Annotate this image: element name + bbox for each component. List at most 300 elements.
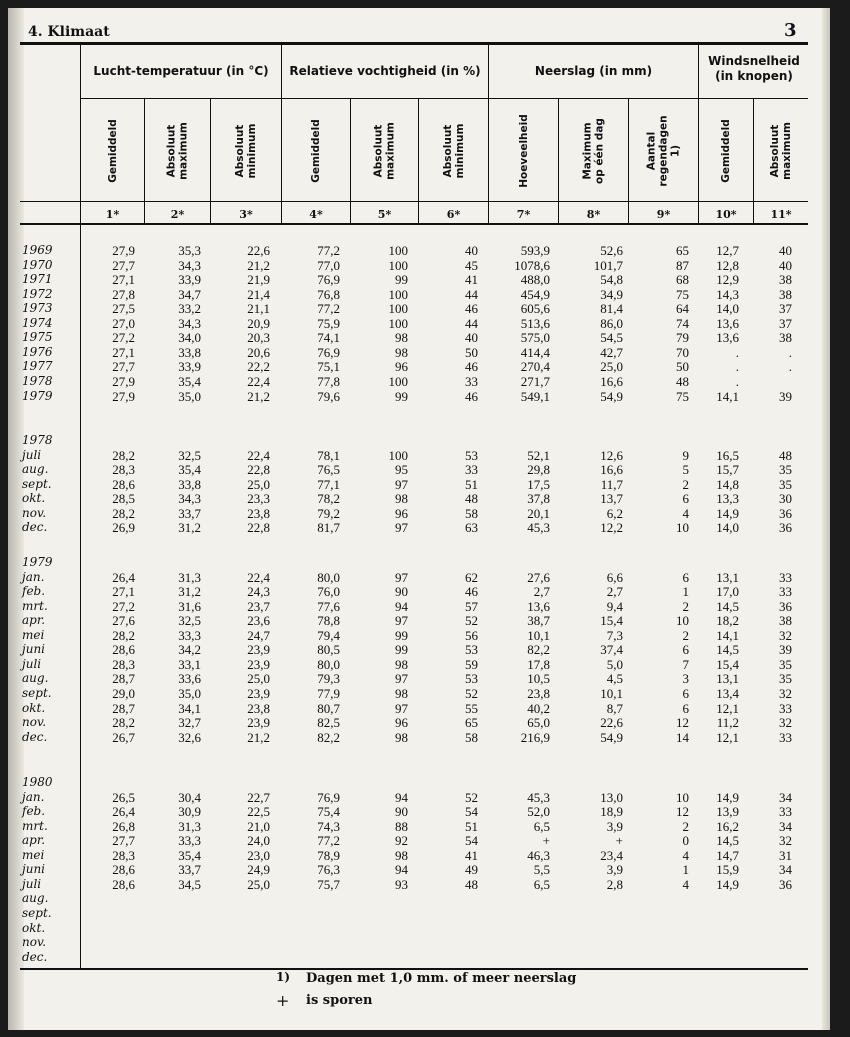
table-cell: 33,2 [178,301,201,316]
table-cell: 20,1 [527,506,550,521]
col-header-6: Absoluut minimum [441,123,466,179]
table-cell: 31 [779,848,792,863]
table-cell: 48 [465,491,478,506]
table-cell: 45,3 [527,520,550,535]
row-label: 1980 [22,775,53,789]
table-cell: 38 [779,287,792,302]
table-cell: 39 [779,389,792,404]
table-cell: 31,2 [178,584,201,599]
table-cell: 23,9 [247,642,270,657]
table-cell: 74,1 [317,330,340,345]
table-cell: 75,9 [317,316,340,331]
table-cell: 33,3 [178,833,201,848]
table-cell: 35,4 [178,462,201,477]
col-header-3: Absoluut minimum [234,123,258,179]
table-cell: 25,0 [247,671,270,686]
table-cell: 59 [465,657,478,672]
group-header-precipitation: Neerslag (in mm) [534,64,653,78]
table-cell: 96 [395,715,408,730]
table-cell: 74 [676,316,689,331]
row-label: 1975 [22,330,53,344]
row-label: 1971 [22,272,53,286]
table-cell: 76,3 [317,862,340,877]
row-label: feb. [22,584,46,598]
table-cell: 10 [676,520,689,535]
table-cell: 9,4 [606,599,623,614]
footnote-marker: 1) [276,970,291,984]
row-label: 1973 [22,301,53,315]
table-cell: 27,5 [112,301,135,316]
table-cell: 35 [779,657,792,672]
row-label: dec. [22,520,48,534]
row-label: okt. [22,701,46,715]
table-cell: 40 [779,243,792,258]
table-cell: 54,8 [600,272,623,287]
table-cell: 28,2 [112,506,135,521]
table-cell: 33 [779,730,792,745]
row-label: sept. [22,906,52,920]
table-cell: 3,9 [606,862,623,877]
table-cell: 34,2 [178,642,201,657]
table-cell: 45 [465,258,478,273]
table-cell: . [788,359,792,374]
table-cell: 52,1 [527,448,550,463]
table-cell: 12,1 [716,730,739,745]
table-cell: 96 [395,359,408,374]
table-cell: 24,7 [247,628,270,643]
table-cell: 6,6 [606,570,623,585]
table-cell: 6 [682,491,689,506]
col-number-7: 7* [516,208,531,221]
table-cell: 13,1 [716,671,739,686]
table-cell: 31,3 [178,819,201,834]
table-cell: 52 [465,613,478,628]
table-cell: 6,5 [533,819,550,834]
table-cell: 46 [465,301,478,316]
table-cell: 14,0 [716,301,739,316]
table-cell: 76,8 [317,287,340,302]
col-header-4: Gemiddeld [310,119,322,183]
table-cell: 99 [395,389,408,404]
table-cell: 22,2 [247,359,270,374]
table-cell: 27,8 [112,287,135,302]
table-cell: + [542,833,550,848]
table-cell: 13,4 [716,686,739,701]
table-cell: 36 [779,506,792,521]
table-cell: 14,5 [716,642,739,657]
table-cell: 14,8 [716,477,739,492]
table-cell: 100 [388,243,408,258]
row-label: 1976 [22,345,53,359]
row-label: aug. [22,671,49,685]
table-cell: 23,7 [247,599,270,614]
table-cell: 68 [676,272,689,287]
table-cell: 32,5 [178,448,201,463]
table-cell: 98 [395,657,408,672]
table-cell: 33,8 [178,477,201,492]
row-label: mrt. [22,819,48,833]
table-cell: 21,9 [247,272,270,287]
table-cell: 29,8 [527,462,550,477]
table-cell: 76,5 [317,462,340,477]
table-cell: 34 [779,790,792,805]
table-cell: 11,2 [716,715,739,730]
table-cell: . [735,374,739,389]
table-cell: 16,6 [600,462,623,477]
table-cell: 4 [682,848,689,863]
table-cell: 82,2 [317,730,340,745]
table-cell: 14,1 [716,628,739,643]
row-label: 1977 [22,359,53,373]
table-cell: 65,0 [527,715,550,730]
table-cell: 32 [779,628,792,643]
table-cell: 15,9 [716,862,739,877]
table-cell: 17,5 [527,477,550,492]
table-cell: 27,6 [527,570,550,585]
table-cell: 77,1 [317,477,340,492]
table-cell: 14,9 [716,877,739,892]
table-cell: 28,7 [112,671,135,686]
table-cell: 45,3 [527,790,550,805]
table-cell: 23,0 [247,848,270,863]
table-cell: 48 [465,877,478,892]
table-cell: 82,2 [527,642,550,657]
table-cell: 12,6 [600,448,623,463]
table-cell: 12,9 [716,272,739,287]
table-cell: 77,2 [317,301,340,316]
row-label: mei [22,628,45,642]
table-cell: 34,0 [178,330,201,345]
table-cell: 21,2 [247,730,270,745]
page-edge [822,8,830,1030]
table-cell: 14,0 [716,520,739,535]
col-number-9: 9* [656,208,671,221]
table-cell: 33,7 [178,862,201,877]
row-label: aug. [22,462,49,476]
row-label: dec. [22,730,48,744]
table-cell: 488,0 [520,272,550,287]
table-cell: . [735,345,739,360]
table-cell: 34 [779,819,792,834]
table-cell: 32 [779,715,792,730]
table-cell: 33 [465,462,478,477]
table-cell: 54 [465,833,478,848]
table-cell: 98 [395,491,408,506]
table-cell: 20,9 [247,316,270,331]
table-cell: 97 [395,613,408,628]
table-cell: 26,4 [112,570,135,585]
table-cell: 4 [682,877,689,892]
table-cell: 78,8 [317,613,340,628]
table-cell: . [788,345,792,360]
table-cell: 23,6 [247,613,270,628]
table-cell: 14,5 [716,599,739,614]
table-cell: 100 [388,258,408,273]
table-cell: 40 [779,258,792,273]
table-cell: 98 [395,848,408,863]
table-cell: 28,3 [112,657,135,672]
col-header-5: Absoluut maximum [372,122,397,180]
table-cell: 2 [682,628,689,643]
table-cell: 29,0 [112,686,135,701]
table-cell: 28,6 [112,642,135,657]
table-cell: 23,9 [247,686,270,701]
table-cell: 80,7 [317,701,340,716]
table-cell: 33 [779,804,792,819]
table-cell: 216,9 [520,730,550,745]
table-cell: 35 [779,477,792,492]
table-cell: 34,3 [178,258,201,273]
table-cell: 32 [779,833,792,848]
table-cell: 48 [779,448,792,463]
table-cell: 80,5 [317,642,340,657]
table-cell: 99 [395,642,408,657]
row-label: nov. [22,935,47,949]
top-rule [20,42,808,45]
table-cell: 9 [682,448,689,463]
table-cell: 24,9 [247,862,270,877]
table-cell: 97 [395,671,408,686]
table-cell: 7,3 [606,628,623,643]
table-cell: 40,2 [527,701,550,716]
bottom-rule [20,968,808,970]
table-cell: 3,9 [606,819,623,834]
table-cell: 30 [779,491,792,506]
table-cell: 54,9 [600,389,623,404]
col-header-9: Aantal regendagen 1) [645,115,682,187]
table-cell: 23,4 [600,848,623,863]
table-cell: 41 [465,272,478,287]
group-header-temperature: Lucht-temperatuur (in °C) [93,64,269,78]
table-cell: 34,9 [600,287,623,302]
table-cell: 54,5 [600,330,623,345]
table-cell: 52,6 [600,243,623,258]
table-cell: 6,5 [533,877,550,892]
row-label: 1972 [22,287,53,301]
table-cell: 31,2 [178,520,201,535]
table-cell: 36 [779,599,792,614]
row-label: okt. [22,921,46,935]
table-cell: 14 [676,730,689,745]
table-cell: 58 [465,506,478,521]
footnote-text: Dagen met 1,0 mm. of meer neerslag [306,971,577,986]
table-cell: 51 [465,819,478,834]
table-cell: 96 [395,506,408,521]
table-cell: 76,9 [317,272,340,287]
table-cell: 92 [395,833,408,848]
table-cell: 22,5 [247,804,270,819]
table-cell: 605,6 [520,301,550,316]
table-cell: 454,9 [520,287,550,302]
table-cell: 13,6 [527,599,550,614]
table-cell: 13,3 [716,491,739,506]
table-cell: 21,0 [247,819,270,834]
table-cell: 99 [395,628,408,643]
col-header-2: Absoluut maximum [165,122,190,180]
table-cell: 77,6 [317,599,340,614]
row-label: 1969 [22,243,53,257]
table-cell: 12,7 [716,243,739,258]
row-label: apr. [22,833,46,847]
table-cell: 32 [779,686,792,701]
table-cell: 575,0 [520,330,550,345]
row-label: sept. [22,686,52,700]
table-cell: 22,8 [247,462,270,477]
table-cell: 34,5 [178,877,201,892]
table-cell: 28,6 [112,862,135,877]
table-cell: 21,2 [247,389,270,404]
table-cell: 14,3 [716,287,739,302]
table-cell: 13,9 [716,804,739,819]
table-cell: 28,3 [112,848,135,863]
table-cell: 37,4 [600,642,623,657]
table-cell: 100 [388,301,408,316]
col-number-1: 1* [105,208,120,221]
row-label: nov. [22,506,47,520]
table-cell: 23,8 [247,701,270,716]
table-cell: 65 [676,243,689,258]
table-cell: 13,6 [716,330,739,345]
table-cell: 86,0 [600,316,623,331]
table-cell: 32,7 [178,715,201,730]
table-cell: 30,4 [178,790,201,805]
row-label: 1979 [22,555,53,569]
table-cell: 39 [779,642,792,657]
page-number: 3 [784,20,797,41]
table-cell: 24,0 [247,833,270,848]
table-cell: 13,1 [716,570,739,585]
colnum-rule [20,223,808,225]
table-cell: 10,5 [527,671,550,686]
table-cell: 549,1 [520,389,550,404]
table-cell: 23,8 [527,686,550,701]
table-cell: 53 [465,642,478,657]
table-cell: 79,2 [317,506,340,521]
table-cell: 20,3 [247,330,270,345]
row-label: jan. [22,570,45,584]
table-cell: 34,3 [178,316,201,331]
table-cell: 52,0 [527,804,550,819]
col-number-4: 4* [309,208,323,221]
table-cell: 25,0 [247,477,270,492]
col-header-11: Absoluut maximum [769,122,793,180]
table-cell: 40 [465,243,478,258]
table-cell: 13,6 [716,316,739,331]
table-cell: 35,0 [178,686,201,701]
table-cell: 27,1 [112,584,135,599]
table-cell: 76,0 [317,584,340,599]
table-cell: 2 [682,599,689,614]
table-cell: 26,4 [112,804,135,819]
table-cell: 52 [465,790,478,805]
table-cell: 93 [395,877,408,892]
table-cell: 28,7 [112,701,135,716]
table-cell: 52 [465,686,478,701]
table-cell: 77,9 [317,686,340,701]
table-cell: . [735,359,739,374]
table-cell: 25,0 [247,877,270,892]
table-cell: 35,4 [178,848,201,863]
table-cell: 4 [682,506,689,521]
col-number-2: 2* [170,208,185,221]
table-cell: 24,3 [247,584,270,599]
table-cell: 26,7 [112,730,135,745]
table-cell: 53 [465,671,478,686]
table-cell: 16,5 [716,448,739,463]
table-cell: 98 [395,345,408,360]
table-cell: 27,1 [112,272,135,287]
table-cell: 58 [465,730,478,745]
table-cell: 13,0 [600,790,623,805]
table-cell: 28,6 [112,477,135,492]
group-header-humidity: Relatieve vochtigheid (in %) [289,64,481,78]
row-label: dec. [22,950,48,964]
table-cell: 34,3 [178,491,201,506]
table-cell: 6 [682,570,689,585]
table-cell: 75,7 [317,877,340,892]
table-cell: 33,6 [178,671,201,686]
table-cell: 5,5 [533,862,550,877]
table-cell: 27,6 [112,613,135,628]
table-cell: 27,7 [112,833,135,848]
table-cell: 10,1 [600,686,623,701]
col-header-7: Hoeveelheid [517,114,530,188]
table-cell: 22,6 [600,715,623,730]
table-cell: 50 [676,359,689,374]
table-cell: 38 [779,272,792,287]
table-cell: 22,6 [247,243,270,258]
table-cell: 17,0 [716,584,739,599]
table-cell: 34,7 [178,287,201,302]
table-cell: 2,7 [606,584,623,599]
table-cell: 6,2 [606,506,623,521]
table-cell: 12 [676,715,689,730]
col-number-8: 8* [586,208,601,221]
table-cell: 1078,6 [514,258,550,273]
table-cell: 28,3 [112,462,135,477]
row-label: juli [22,877,42,891]
table-cell: 33,3 [178,628,201,643]
table-cell: 40 [465,330,478,345]
group-header-wind: Windsnelheid (in knopen) [708,54,800,83]
table-cell: 87 [676,258,689,273]
table-cell: 27,2 [112,599,135,614]
table-cell: 14,1 [716,389,739,404]
row-label: okt. [22,491,46,505]
table-cell: 46,3 [527,848,550,863]
table-cell: 70 [676,345,689,360]
col-number-11: 11* [770,208,792,221]
table-cell: 75,4 [317,804,340,819]
table-cell: 46 [465,584,478,599]
table-cell: 97 [395,570,408,585]
table-cell: 55 [465,701,478,716]
table-cell: 27,2 [112,330,135,345]
table-cell: 2 [682,477,689,492]
table-cell: 38 [779,330,792,345]
table-cell: 77,2 [317,833,340,848]
row-label: apr. [22,613,46,627]
table-cell: 6 [682,701,689,716]
table-cell: 100 [388,287,408,302]
table-cell: 22,4 [247,374,270,389]
table-cell: 75 [676,287,689,302]
row-label: 1978 [22,374,53,388]
table-cell: 38 [779,613,792,628]
table-cell: 77,8 [317,374,340,389]
table-cell: 513,6 [520,316,550,331]
table-cell: 2 [682,819,689,834]
